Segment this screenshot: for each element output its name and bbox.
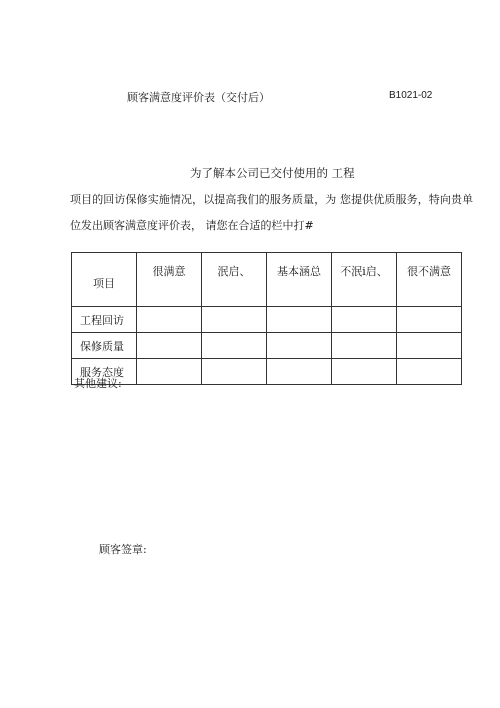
rating-cell[interactable] [202, 307, 267, 333]
row-label: 保修质量 [72, 333, 137, 359]
rating-cell[interactable] [267, 307, 332, 333]
satisfaction-table [71, 252, 462, 385]
table-row [72, 333, 462, 359]
table-row [72, 359, 462, 385]
header-item: 项目 [72, 253, 137, 307]
intro-line-3: 位发出顾客满意度评价表， 请您在合适的栏中打# [70, 219, 314, 232]
rating-cell[interactable] [397, 359, 462, 385]
header-dissatisfied: 不泯i启、 [332, 253, 397, 307]
rating-cell[interactable] [137, 359, 202, 385]
rating-cell[interactable] [267, 359, 332, 385]
header-very-dissatisfied: 很不满意 [397, 253, 462, 307]
rating-cell[interactable] [202, 359, 267, 385]
customer-signature-label: 顾客签章: [99, 543, 147, 556]
intro-line-1: 为了解本公司已交付使用的 工程 [190, 166, 355, 180]
header-satisfied: 泯启、 [202, 253, 267, 307]
intro-line-2: 项目的回访保修实施情况，以提高我们的服务质量，为 您提供优质服务，特向贵单 [70, 193, 474, 206]
header-very-satisfied: 很满意 [137, 253, 202, 307]
table-header-row [72, 253, 462, 307]
table-row [72, 307, 462, 333]
rating-cell[interactable] [332, 333, 397, 359]
row-label: 服务态度 [72, 359, 137, 385]
rating-cell[interactable] [137, 307, 202, 333]
rating-cell[interactable] [332, 359, 397, 385]
rating-cell[interactable] [202, 333, 267, 359]
header-basically-satisfied: 基本涵总 [267, 253, 332, 307]
rating-cell[interactable] [332, 307, 397, 333]
rating-cell[interactable] [397, 333, 462, 359]
rating-cell[interactable] [137, 333, 202, 359]
other-suggestions-label: 其他建议: [74, 377, 122, 390]
row-label: 工程回访 [72, 307, 137, 333]
rating-cell[interactable] [397, 307, 462, 333]
form-code: B1021-02 [389, 90, 433, 101]
form-title: 顾客满意度评价表（交付后） [127, 91, 270, 104]
rating-cell[interactable] [267, 333, 332, 359]
